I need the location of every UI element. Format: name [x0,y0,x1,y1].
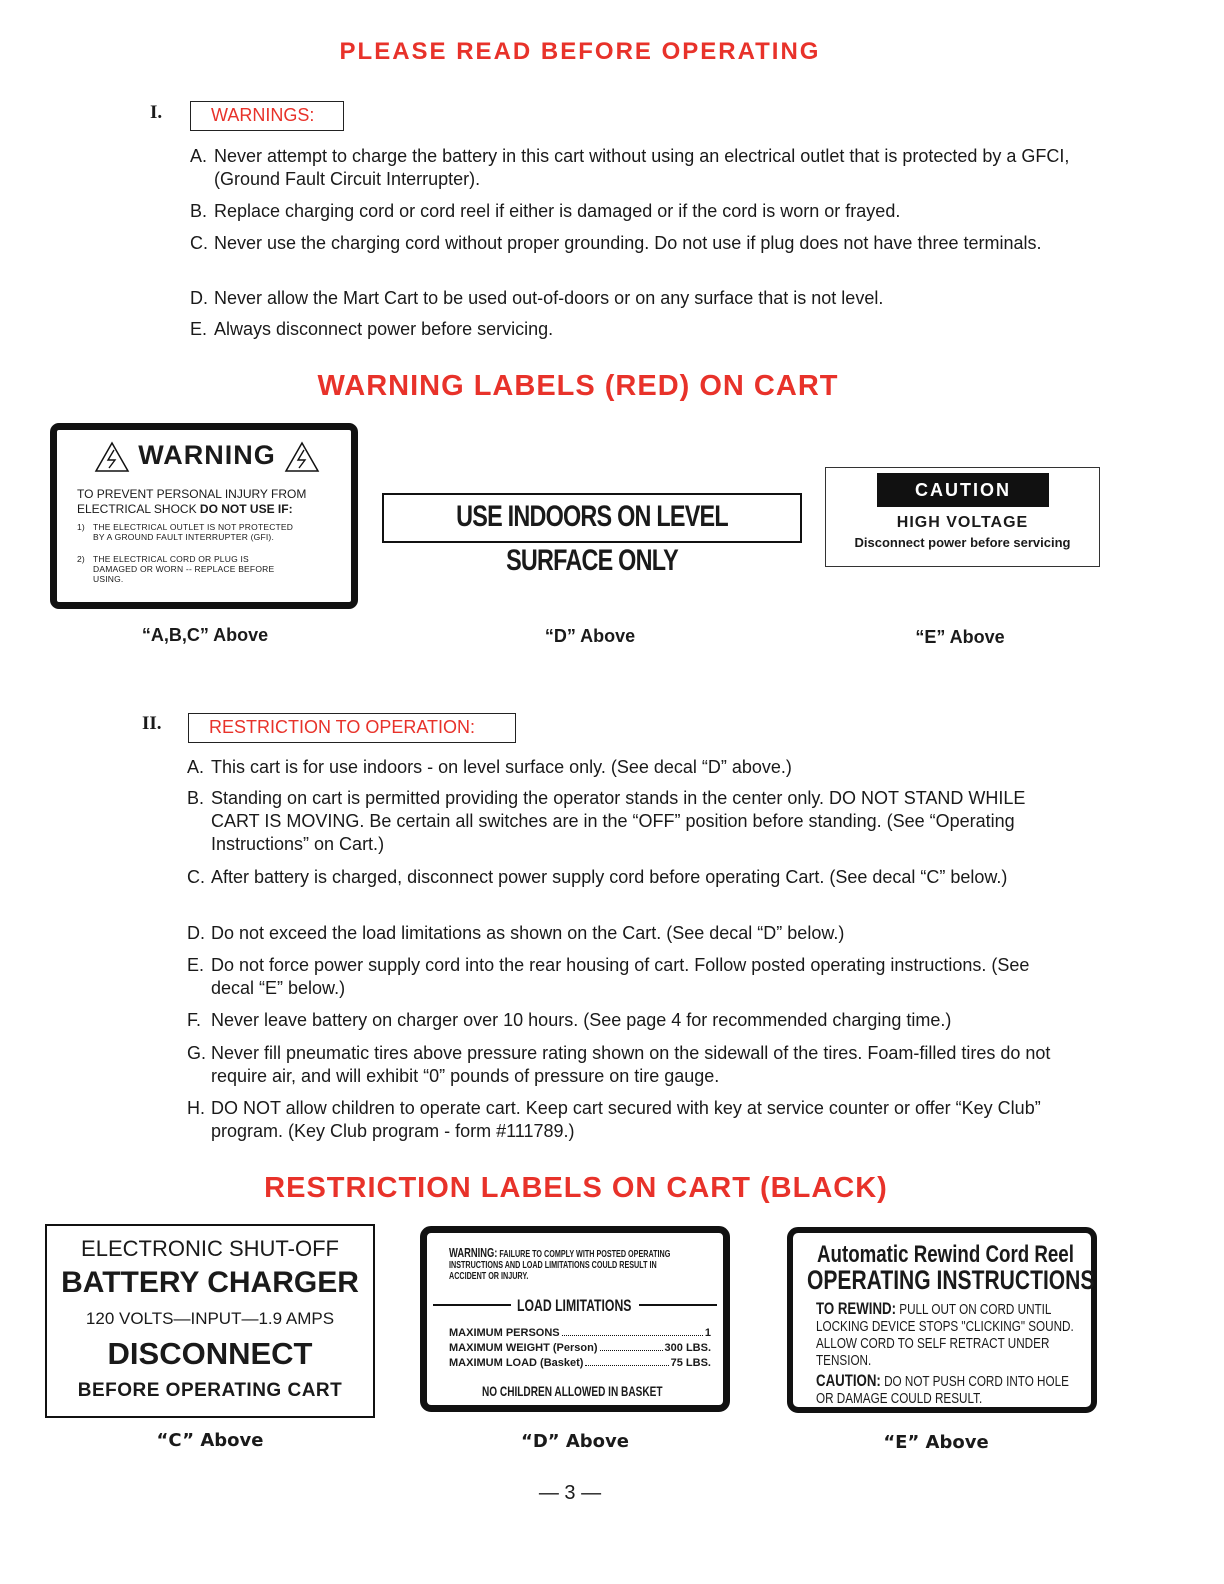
reel-decal-line: LOCKING DEVICE STOPS "CLICKING" SOUND. [816,1318,1074,1335]
warning-decal-line: BY A GROUND FAULT INTERRUPTER (GFI). [93,532,275,542]
load-row-label: MAXIMUM LOAD (Basket) [449,1357,584,1369]
item-letter: G. [187,1043,207,1063]
list-item [190,145,1070,191]
load-decal-row [449,1356,711,1371]
reel-decal-rewind [816,1300,1074,1369]
reel-decal-line [816,1372,1069,1390]
caution-decal-line1: HIGH VOLTAGE [896,514,1029,531]
item-letter: A. [190,146,208,166]
load-decal-footer: NO CHILDREN ALLOWED IN BASKET [482,1383,663,1399]
section2-numeral: II. [142,713,162,734]
indoor-decal-text: USE INDOORS ON LEVEL SURFACE ONLY [456,500,728,577]
charger-decal-line5: BEFORE OPERATING CART [77,1380,343,1401]
reel-decal-bold: CAUTION: [816,1371,881,1390]
load-row-value: 1 [704,1327,711,1339]
caption-d-bottom: “D” Above [521,1431,629,1452]
load-decal-row [449,1326,711,1341]
item-text: Always disconnect power before servicing. [214,319,554,339]
page-title: PLEASE READ BEFORE OPERATING [339,38,821,65]
warning-decal-intro [77,487,347,517]
reel-decal-title1: Automatic Rewind Cord Reel [817,1241,1074,1268]
reel-decal-line: OR DAMAGE COULD RESULT. [816,1390,983,1407]
reel-decal-text: DO NOT PUSH CORD INTO HOLE [880,1373,1069,1390]
warning-decal-line: THE ELECTRICAL OUTLET IS NOT PROTECTED [93,522,294,532]
item-text: Never fill pneumatic tires above pressure rating shown on the sidewall of the tires. Foam-filled tires do not require air, and will exhibit “0” pounds of pressure on tire gauge. [211,1043,1051,1086]
item-text: Never attempt to charge the battery in this cart without using an electrical outlet that is protected by a GFCI, (Ground Fault Circuit Interrupter). [214,146,1070,189]
load-decal-text: FAILURE TO COMPLY WITH POSTED OPERATING [497,1249,671,1260]
load-row-leader [600,1350,663,1351]
reel-decal-line [816,1300,1074,1318]
warning-decal-num: 1) [77,522,85,532]
load-decal-row [449,1341,711,1356]
reel-decal-line: ALLOW CORD TO SELF RETRACT UNDER [816,1335,1050,1352]
warning-decal-line: THE ELECTRICAL CORD OR PLUG IS [93,554,249,564]
item-letter: A. [187,757,205,777]
load-decal-rows [449,1326,711,1371]
warning-decal-title [77,440,337,473]
item-text: After battery is charged, disconnect power supply cord before operating Cart. (See decal “C” below.) [211,867,1008,887]
section1-numeral: I. [150,102,163,123]
reel-decal-bold: TO REWIND: [816,1299,897,1318]
item-text: Do not force power supply cord into the rear housing of cart. Follow posted operating instructions. (See decal “E” below.) [211,955,1030,998]
load-decal-line: ACCIDENT OR INJURY. [449,1271,529,1282]
item-letter: B. [190,201,208,221]
warning-decal-item-1 [77,522,347,542]
charger-decal-line4: DISCONNECT [107,1336,313,1371]
load-row-leader [562,1335,703,1336]
warning-labels-heading: WARNING LABELS (RED) ON CART [317,370,839,402]
reel-decal [787,1227,1097,1413]
list-item [187,1009,1067,1032]
item-letter: E. [190,319,208,339]
charger-decal-line3: 120 VOLTS—INPUT—1.9 AMPS [85,1309,335,1328]
reel-decal-line: TENSION. [816,1352,872,1369]
load-decal-bold: WARNING: [449,1245,498,1260]
caution-decal-head: CAUTION [877,473,1049,507]
item-letter: C. [190,233,208,253]
item-letter: C. [187,867,205,887]
charger-decal-line2: BATTERY CHARGER [61,1266,359,1299]
load-decal-title: LOAD LIMITATIONS [517,1296,632,1315]
list-item [187,787,1067,856]
warning-decal-line: USING. [93,574,124,584]
shock-hazard-icon [284,441,320,473]
restriction-labels-heading: RESTRICTION LABELS ON CART (BLACK) [264,1172,888,1204]
caution-decal [825,467,1100,567]
caption-d: “D” Above [544,626,636,646]
load-row-value: 300 LBS. [664,1342,711,1354]
item-text: Never leave battery on charger over 10 hours. (See page 4 for recommended charging time.) [211,1010,952,1030]
item-text: Standing on cart is permitted providing the operator stands in the center only. DO NOT STAND WHILE CART IS MOVING. Be certain all switches are in the “OFF” position before standing. (See “Operating Instructions” on Cart.) [211,788,1026,854]
list-item [190,318,1070,341]
load-decal [420,1226,730,1412]
load-row-label: MAXIMUM PERSONS [449,1327,560,1339]
load-row-value: 75 LBS. [670,1357,711,1369]
load-row-label: MAXIMUM WEIGHT (Person) [449,1342,598,1354]
list-item [190,232,1070,255]
warning-decal-line: DAMAGED OR WORN -- REPLACE BEFORE [93,564,275,574]
warning-decal-text: ELECTRICAL SHOCK [77,502,200,516]
item-text: This cart is for use indoors - on level surface only. (See decal “D” above.) [211,757,792,777]
load-row-leader [585,1365,668,1366]
warning-decal-bold: DO NOT USE IF: [199,502,293,516]
reel-decal-text: PULL OUT ON CORD UNTIL [896,1301,1052,1318]
item-text: Never use the charging cord without proper grounding. Do not use if plug does not have three terminals. [214,233,1042,253]
item-text: Replace charging cord or cord reel if either is damaged or if the cord is worn or frayed. [214,201,901,221]
reel-decal-caution [816,1372,1069,1407]
caption-e-bottom: “E” Above [883,1432,989,1453]
item-letter: F. [187,1010,202,1030]
caption-e: “E” Above [915,627,1005,647]
item-letter: H. [187,1098,205,1118]
item-text: Never allow the Mart Cart to be used out-of-doors or on any surface that is not level. [214,288,884,308]
warning-decal-num: 2) [77,554,85,564]
item-letter: B. [187,788,205,808]
item-letter: D. [187,923,205,943]
warning-decal-line [77,502,347,517]
caution-decal-line2: Disconnect power before servicing [854,535,1071,550]
load-decal-line: INSTRUCTIONS AND LOAD LIMITATIONS COULD RESULT IN [449,1260,657,1271]
shock-hazard-icon [94,441,130,473]
list-item [187,922,1067,945]
warning-decal-item-2 [77,554,347,584]
item-text: DO NOT allow children to operate cart. Keep cart secured with key at service counter or offer “Key Club” program. (Key Club program - form #111789.) [211,1098,1041,1141]
caption-c-bottom: “C” Above [156,1430,264,1451]
page-number: — 3 — [538,1482,602,1504]
list-item [187,1097,1067,1143]
reel-decal-title2: OPERATING INSTRUCTIONS [807,1265,1095,1295]
warning-decal [50,423,358,609]
list-item [187,1042,1067,1088]
load-decal-line [449,1247,670,1260]
load-decal-warning [449,1247,670,1282]
caption-abc: “A,B,C” Above [141,625,269,645]
list-item [187,954,1067,1000]
section2-title: RESTRICTION TO OPERATION: [188,713,516,743]
warning-decal-line: TO PREVENT PERSONAL INJURY FROM [77,487,307,501]
item-text: Do not exceed the load limitations as shown on the Cart. (See decal “D” below.) [211,923,845,943]
list-item [187,866,1067,889]
item-letter: E. [187,955,205,975]
list-item [190,200,1070,223]
list-item [190,287,1070,310]
warning-decal-title-text: WARNING [138,440,276,470]
charger-decal-line1: ELECTRONIC SHUT-OFF [81,1236,339,1261]
list-item [187,756,1067,779]
indoor-decal [382,493,802,577]
item-letter: D. [190,288,208,308]
section1-title: WARNINGS: [190,101,344,131]
charger-decal [45,1224,375,1418]
